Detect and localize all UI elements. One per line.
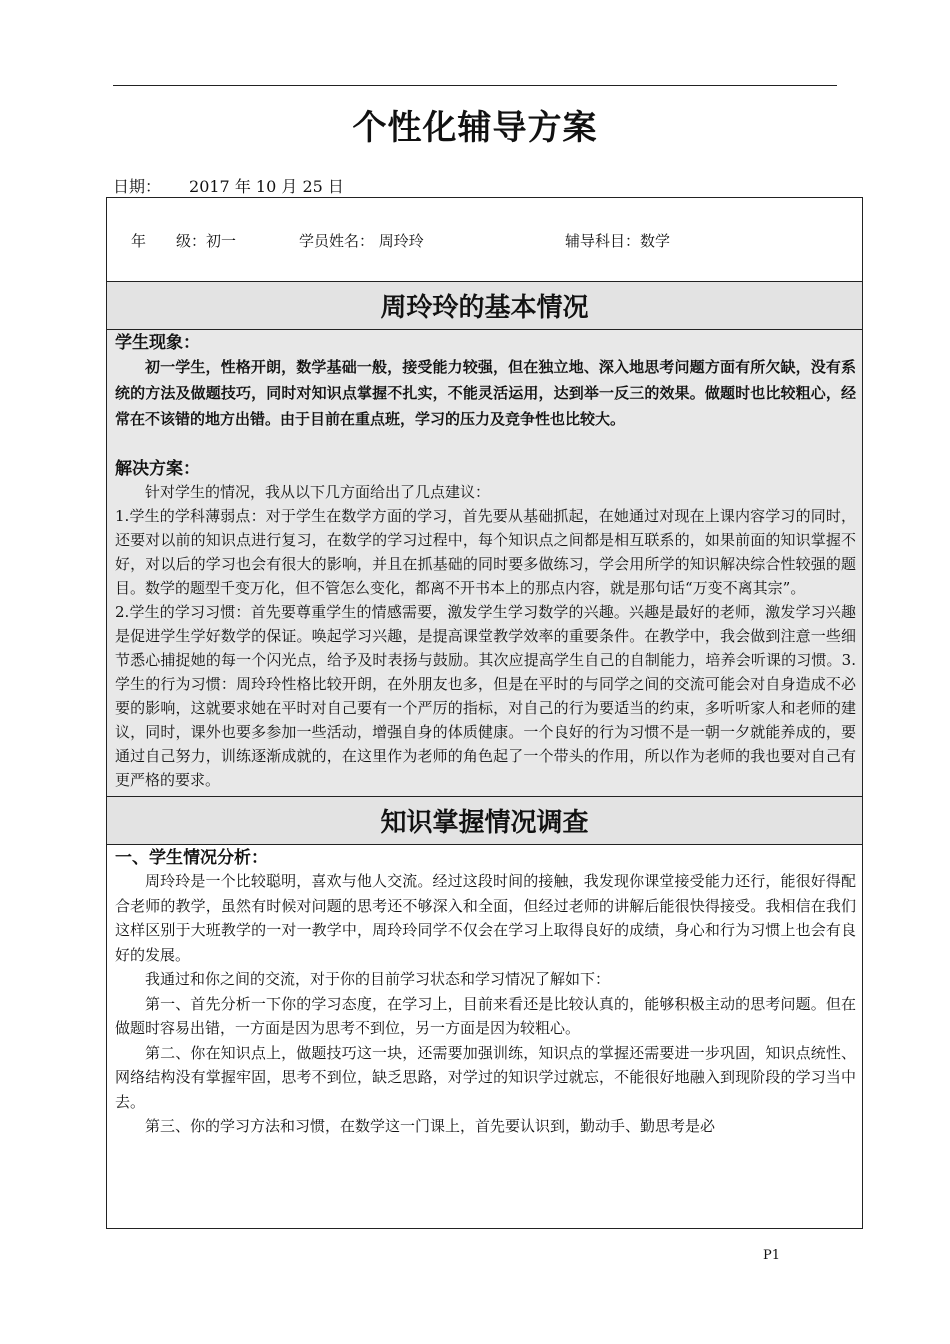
solution-point-1: 1.学生的学科薄弱点：对于学生在数学方面的学习，首先要从基础抓起，在她通过对现在上课内容学习的同时，还要对以前的知识点进行复习，在数学的学习过程中，每个知识点之间都是相互联系的，如果前面的知识掌握不好，对以后的学习也会有很大的影响，并且在抓基础的同时要多做练习，学会用所学的知识解决综合性较强的题目。数学的题型千变万化，但不管怎么变化，都离不开书本上的那点内容，就是那句话“万变不离其宗”。 bbox=[115, 507, 856, 597]
header-rule bbox=[113, 85, 837, 86]
analysis-paragraph-2: 我通过和你之间的交流，对于你的目前学习状态和学习情况了解如下： bbox=[145, 970, 611, 988]
date-label: 日期： bbox=[113, 177, 162, 196]
grade-field: 年 级：初一 bbox=[131, 232, 237, 250]
date-line bbox=[113, 174, 344, 197]
subject-field: 辅导科目：数学 bbox=[565, 232, 671, 250]
analysis-heading: 一、学生情况分析： bbox=[115, 848, 268, 868]
analysis-paragraph-1: 周玲玲是一个比较聪明，喜欢与他人交流。经过这段时间的接触，我发现你课堂接受能力还行，能很好得配合老师的教学，虽然有时候对问题的思考还不够深入和全面，但经过老师的讲解后能很快得接受。我相信在我们这样区别于大班教学的一对一教学中，周玲玲同学不仅会在学习上取得良好的成绩，身心和行为习惯上也会有良好的发展。 bbox=[115, 872, 856, 964]
phenomenon-heading: 学生现象： bbox=[115, 333, 200, 353]
student-info-row bbox=[107, 198, 862, 282]
phenomenon-text: 初一学生，性格开朗，数学基础一般，接受能力较强，但在独立地、深入地思考问题方面有所欠缺，没有系统的方法及做题技巧，同时对知识点掌握不扎实，不能灵活运用，达到举一反三的效果。做题时也比较粗心，经常在不该错的地方出错。由于目前在重点班，学习的压力及竞争性也比较大。 bbox=[115, 358, 856, 428]
spacer bbox=[115, 432, 856, 458]
basic-info-body bbox=[107, 330, 862, 797]
section-basic-info-title: 周玲玲的基本情况 bbox=[107, 282, 862, 330]
analysis-paragraph-5: 第三、你的学习方法和习惯，在数学这一门课上，首先要认识到，勤动手、勤思考是必 bbox=[145, 1117, 716, 1135]
solution-intro: 针对学生的情况，我从以下几方面给出了几点建议： bbox=[145, 483, 491, 501]
solution-point-2: 2.学生的学习习惯：首先要尊重学生的情感需要，激发学生学习数学的兴趣。兴趣是最好的老师，激发学习兴趣是促进学生学好数学的保证。唤起学习兴趣，是提高课堂教学效率的重要条件。在教学中，我会做到注意一些细节悉心捕捉她的每一个闪光点，给予及时表扬与鼓励。其次应提高学生自己的自制能力，培养会听课的习惯。3.学生的行为习惯：周玲玲性格比较开朗，在外朋友也多，但是在平时的与同学之间的交流可能会对自身造成不必要的影响，这就要求她在平时对自己要有一个严厉的指标，对自己的行为要适当的约束，多听听家人和老师的建议，同时，课外也要多参加一些活动，增强自身的体质健康。一个良好的行为习惯不是一朝一夕就能养成的，要通过自己努力，训练逐渐成就的，在这里作为老师的角色起了一个带头的作用，所以作为老师的我也要对自己有更严格的要求。 bbox=[115, 603, 856, 789]
analysis-paragraph-3: 第一、首先分析一下你的学习态度，在学习上，目前来看还是比较认真的，能够积极主动的思考问题。但在做题时容易出错，一方面是因为思考不到位，另一方面是因为较粗心。 bbox=[115, 994, 856, 1037]
student-name-field: 学员姓名： 周玲玲 bbox=[299, 232, 424, 250]
document-title: 个性化辅导方案 bbox=[352, 108, 598, 148]
section-knowledge-survey-title: 知识掌握情况调查 bbox=[107, 797, 862, 845]
knowledge-survey-body bbox=[107, 845, 862, 1139]
plan-table bbox=[106, 197, 863, 1229]
solution-heading: 解决方案： bbox=[115, 459, 200, 479]
date-value: 2017 年 10 月 25 日 bbox=[189, 177, 344, 196]
analysis-paragraph-4: 第二、你在知识点上，做题技巧这一块，还需要加强训练，知识点的掌握还需要进一步巩固，知识点统性、网络结构没有掌握牢固，思考不到位，缺乏思路，对学过的知识学过就忘，不能很好地融入到现阶段的学习当中去。 bbox=[115, 1043, 856, 1111]
page-number: P1 bbox=[763, 1248, 781, 1263]
